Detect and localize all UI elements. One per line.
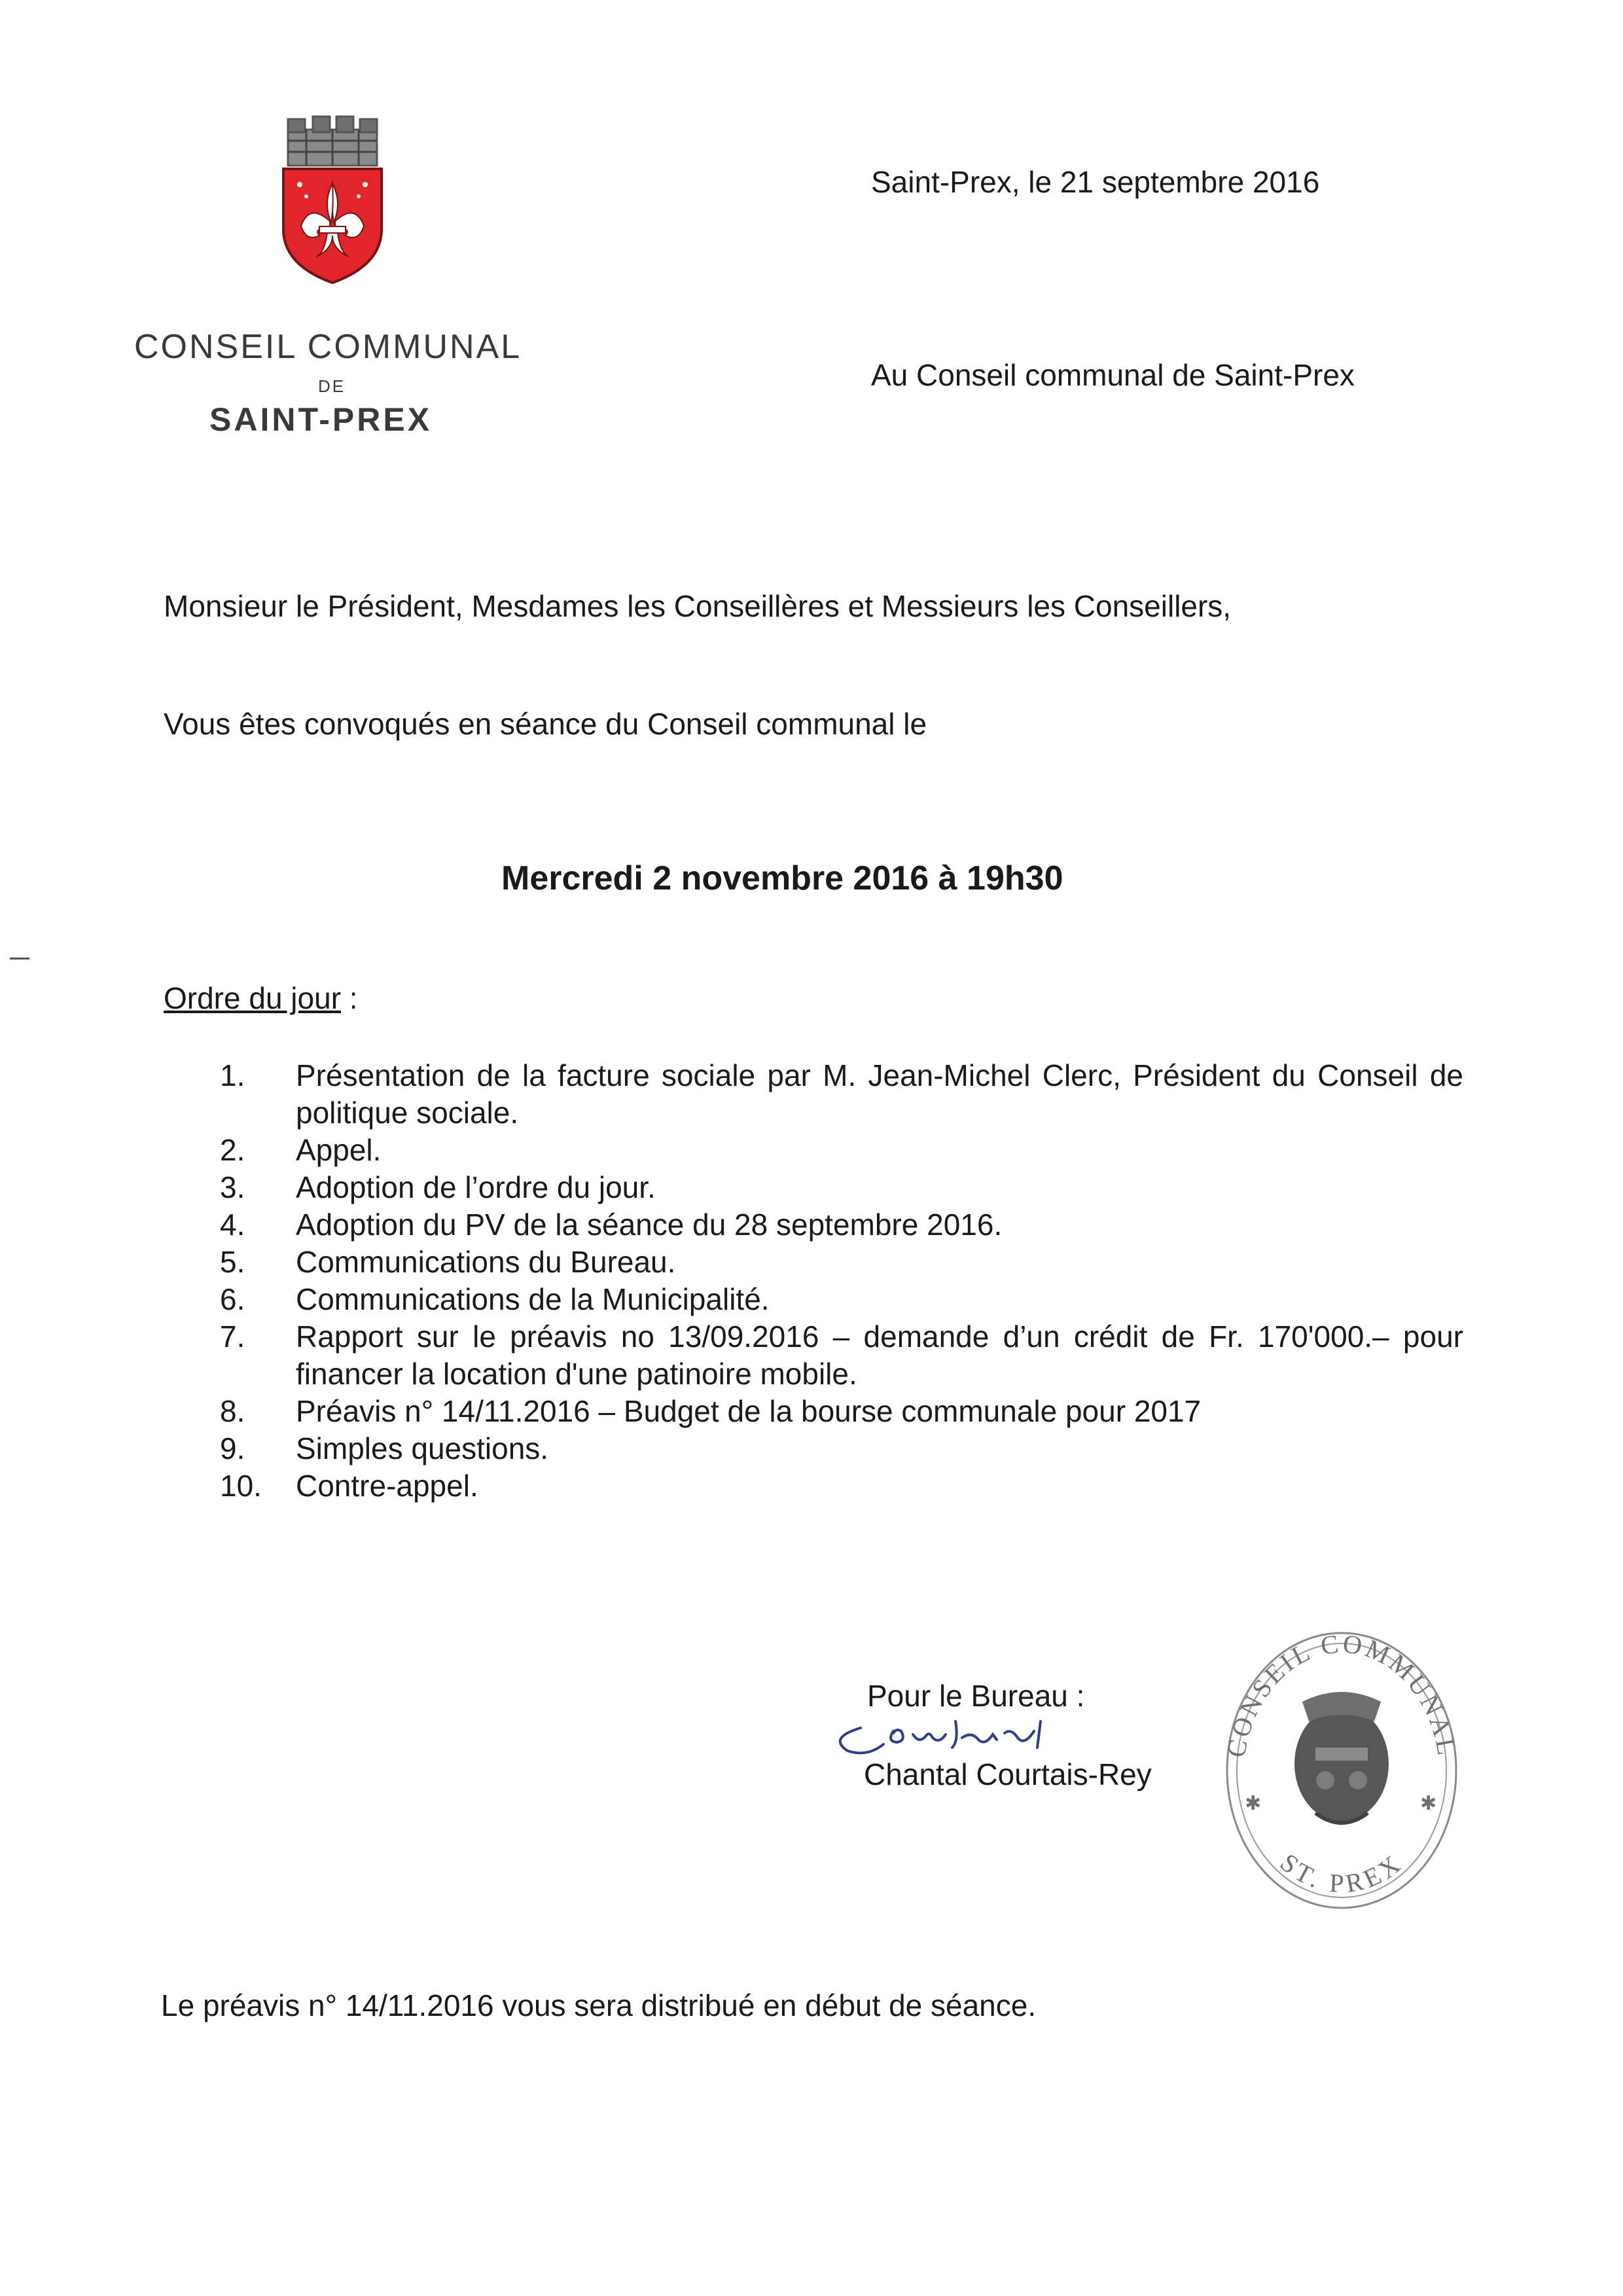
agenda-item-text: Simples questions. (296, 1431, 549, 1465)
agenda-item-number: 7. (220, 1319, 245, 1354)
agenda-item-text: Adoption du PV de la séance du 28 septembre 2016. (296, 1208, 1003, 1242)
agenda-item-text: Adoption de l’ordre du jour. (296, 1170, 656, 1204)
official-stamp (1217, 1623, 1466, 1911)
salutation: Monsieur le Président, Mesdames les Conseillères et Messieurs les Conseillers, (164, 589, 1232, 623)
agenda-item-number: 6. (220, 1282, 245, 1316)
agenda-item (220, 1393, 1463, 1430)
agenda-item-text: Rapport sur le préavis no 13/09.2016 – demande d’un crédit de Fr. 170'000.– pour financer la location d'une patinoire mobile. (296, 1319, 1463, 1391)
agenda-heading-label: Ordre du jour (164, 981, 342, 1015)
svg-text:ST. PREX: ST. PREX (1274, 1847, 1409, 1899)
letter-date: Saint-Prex, le 21 septembre 2016 (871, 165, 1320, 199)
agenda-item (220, 1132, 1463, 1169)
agenda-heading-colon: : (341, 981, 358, 1015)
signature-label: Pour le Bureau : (867, 1679, 1085, 1713)
agenda-item (220, 1244, 1463, 1281)
agenda-item-number: 4. (220, 1208, 245, 1242)
convocation-text: Vous êtes convoqués en séance du Conseil communal le (164, 707, 927, 741)
agenda-item-number: 3. (220, 1170, 245, 1204)
signatory-name: Chantal Courtais-Rey (864, 1757, 1152, 1791)
agenda-item (220, 1057, 1463, 1132)
agenda-item-number: 9. (220, 1431, 245, 1465)
agenda-item-text: Préavis n° 14/11.2016 – Budget de la bourse communale pour 2017 (296, 1394, 1202, 1428)
agenda-item (220, 1318, 1463, 1393)
agenda-item (220, 1281, 1463, 1318)
agenda-item-text: Présentation de la facture sociale par M. Jean-Michel Clerc, Président du Conseil de politique sociale. (296, 1058, 1463, 1130)
agenda-item (220, 1169, 1463, 1206)
meeting-datetime: Mercredi 2 novembre 2016 à 19h30 (501, 859, 1063, 897)
agenda-heading (164, 980, 358, 1018)
coat-of-arms-icon (274, 111, 391, 288)
organisation-name: CONSEIL COMMUNAL (134, 328, 522, 366)
agenda-item (220, 1206, 1463, 1244)
agenda-item-text: Communications du Bureau. (296, 1245, 676, 1279)
margin-fold-mark (10, 958, 29, 960)
agenda-item-number: 8. (220, 1394, 245, 1428)
footer-note: Le préavis n° 14/11.2016 vous sera distribué en début de séance. (161, 1988, 1037, 2022)
svg-text:✱: ✱ (1245, 1792, 1262, 1815)
svg-text:CONSEIL COMMUNAL: CONSEIL COMMUNAL (1221, 1628, 1463, 1760)
agenda-list (220, 1057, 1463, 1505)
agenda-item-number: 5. (220, 1245, 245, 1279)
svg-text:✱: ✱ (1420, 1792, 1437, 1815)
agenda-item-text: Appel. (296, 1133, 382, 1167)
agenda-item-text: Communications de la Municipalité. (296, 1282, 770, 1316)
recipient-address: Au Conseil communal de Saint-Prex (871, 358, 1355, 392)
agenda-item-number: 2. (220, 1133, 245, 1167)
agenda-item-number: 10. (220, 1469, 262, 1503)
agenda-item (220, 1430, 1463, 1467)
agenda-item (220, 1467, 1463, 1505)
organisation-place: SAINT-PREX (209, 401, 433, 438)
agenda-item-number: 1. (220, 1058, 245, 1092)
agenda-item-text: Contre-appel. (296, 1469, 478, 1503)
organisation-name-connector: DE (318, 376, 346, 396)
